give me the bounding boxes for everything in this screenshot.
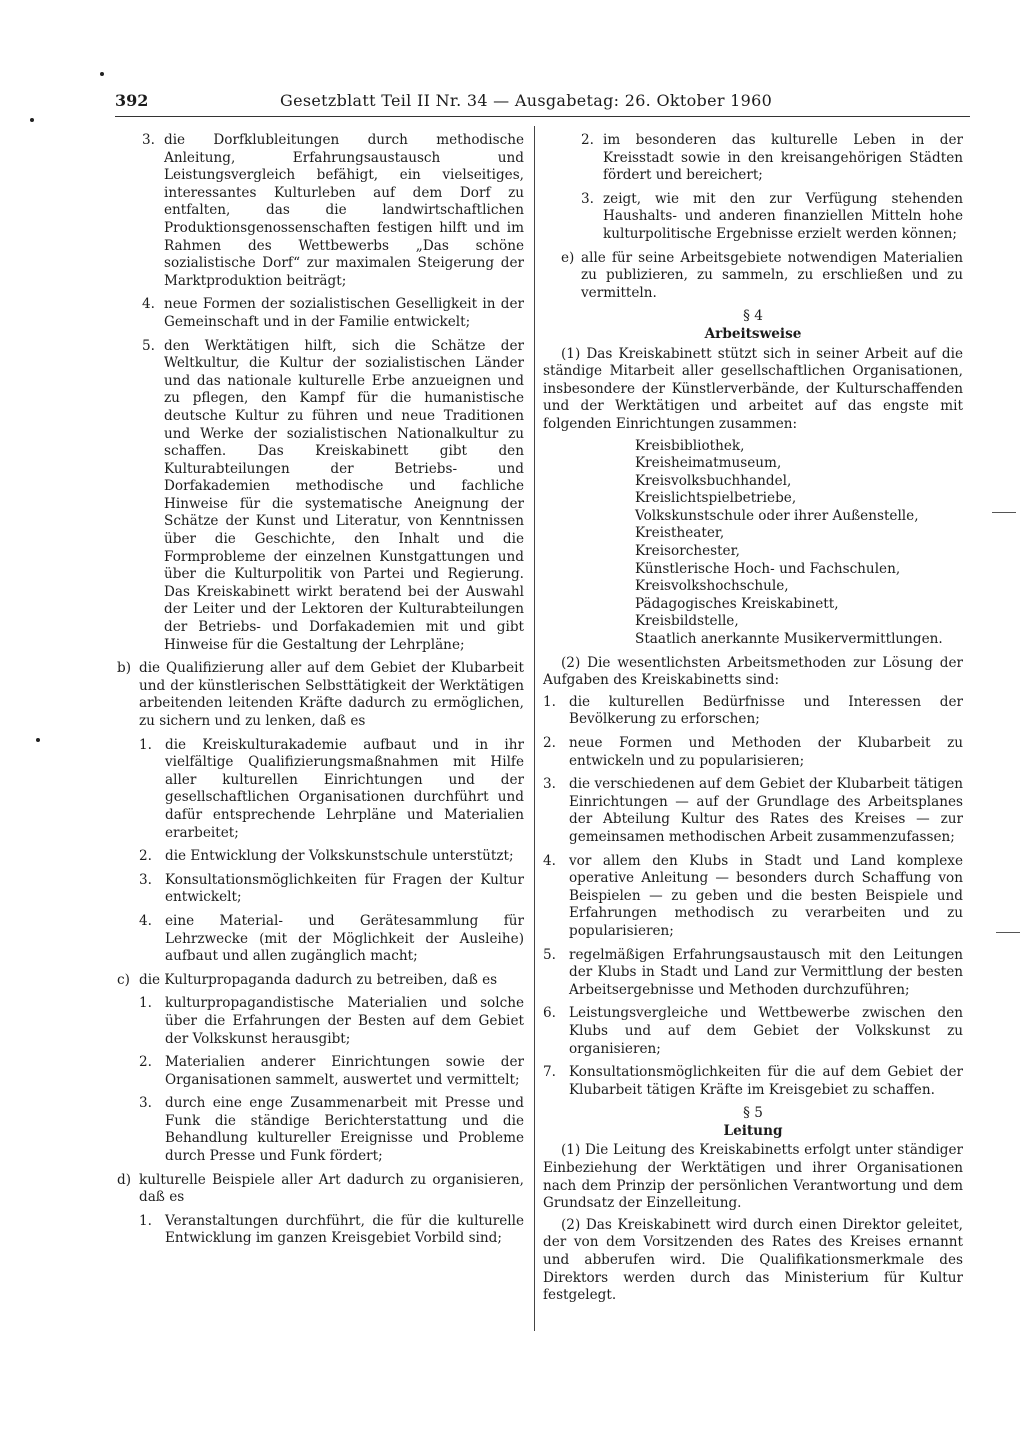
list-item: 3. Konsultationsmöglichkeiten für Fragen der Kultur entwickelt;: [139, 871, 524, 906]
list-item: 2. im besonderen das kulturelle Leben in der Kreisstadt sowie in den kreisangehörigen Städten fördert und bereichert;: [581, 132, 963, 184]
list-item: 3. durch eine enge Zusammenarbeit mit Presse und Funk die ständige Berichterstattung und die Behandlung kultureller Ereignisse und Probleme durch Presse und Funk fördert;: [139, 1095, 524, 1165]
scan-speck: [36, 738, 40, 742]
list-item: 3. zeigt, wie mit den zur Verfügung stehenden Haushalts- und anderen finanziellen Mitteln hohe kulturpolitische Ergebnisse erzielt werden können;: [581, 190, 963, 242]
institution-item: Kreisvolkshochschule,: [635, 578, 789, 595]
list-item: 5. regelmäßigen Erfahrungsaustausch mit den Leitungen der Klubs in Stadt und Land zur Vermittlung der besten Arbeitsergebnisse und Methoden durchzuführen;: [543, 946, 963, 998]
list-item: 2. Materialien anderer Einrichtungen sowie der Organisationen sammelt, auswertet und vermittelt;: [139, 1054, 524, 1088]
paragraph: (2) Die wesentlichsten Arbeitsmethoden zur Lösung der Aufgaben des Kreiskabinetts sind:: [543, 654, 963, 689]
institution-list: [635, 438, 963, 649]
section-number: § 4: [743, 308, 763, 325]
institution-item: Kreistheater,: [635, 525, 725, 542]
list-item: 1. die Kreiskulturakademie aufbaut und in ihr vielfältige Qualifizierungsmaßnahmen mit Hilfe aller kulturellen Einrichtungen und der gesellschaftlichen Organisationen durchführt und dafür entsprechende Lehrpläne und Materialien erarbeitet;: [139, 736, 524, 841]
list-item: 4. neue Formen der sozialistischen Geselligkeit in der Gemeinschaft und in der Familie entwickelt;: [142, 296, 524, 330]
list-item: 3. die Dorfklubleitungen durch methodische Anleitung, Erfahrungsaustausch und Leistungsvergleich befähigt, ein vielseitiges, interessantes Kulturleben auf dem Dorf zu entfalten, das die landwirtschaftlichen Produktionsgenossenschaften festigen hilft und im Rahmen des Wettbewerbs „Das schöne sozialistische Dorf“ zur maximalen Steigerung der Marktproduktion beiträgt;: [142, 132, 524, 289]
paragraph: (2) Das Kreiskabinett wird durch einen Direktor geleitet, der von dem Vorsitzenden des Rates des Kreises ernannt und abberufen wird. Die Qualifikationsmerkmale des Direktors werden durch das Ministerium für Kultur festgelegt.: [543, 1216, 963, 1304]
clause-e: e) alle für seine Arbeitsgebiete notwendigen Materialien zu publizieren, zu sammeln, zu erschließen und zu vermitteln.: [561, 249, 963, 301]
list-item: 4. vor allem den Klubs in Stadt und Land komplexe operative Anleitung — besonders durch Schaffung von Beispielen — zu geben und die besten Beispiele und Erfahrungen methodisch zu verarbeiten und zu popularisieren;: [543, 852, 963, 939]
institution-item: Staatlich anerkannte Musikervermittlungen.: [635, 631, 943, 648]
section-title: Arbeitsweise: [704, 325, 802, 342]
scan-speck: [100, 72, 104, 76]
institution-item: Kreislichtspielbetriebe,: [635, 490, 797, 507]
gazette-title: Gesetzblatt Teil II Nr. 34 — Ausgabetag: 26. Oktober 1960: [280, 91, 773, 110]
institution-item: Kreisbildstelle,: [635, 613, 739, 630]
page-number: 392: [115, 91, 149, 110]
paragraph: (1) Das Kreiskabinett stützt sich in seiner Arbeit auf die ständige Mitarbeit aller gesellschaftlichen Organisationen, insbesondere der Künstlerverbände, der Kulturschaffenden und der Werktätigen und arbeitet auf das engste mit folgenden Einrichtungen zusammen:: [543, 345, 963, 432]
list-item: 1. die kulturellen Bedürfnisse und Interessen der Bevölkerung zu erforschen;: [543, 693, 963, 728]
scan-mark: [992, 512, 1016, 513]
scan-speck: [30, 118, 34, 122]
institution-item: Kreisheimatmuseum,: [635, 455, 782, 472]
clause-d: d) kulturelle Beispiele aller Art dadurch zu organisieren, daß es: [117, 1171, 524, 1206]
header-rule: [115, 116, 970, 117]
paragraph: (1) Die Leitung des Kreiskabinetts erfolgt unter ständiger Einbeziehung der Werktätigen und ihrer Organisationen nach dem Prinzip der persönlichen Verantwortung und dem Grundsatz der Einzelleitung.: [543, 1142, 963, 1212]
institution-item: Kreisorchester,: [635, 543, 740, 560]
list-item: 1. kulturpropagandistische Materialien und solche über die Erfahrungen der Besten auf dem Gebiet der Volkskunst herausgibt;: [139, 995, 524, 1047]
institution-item: Pädagogisches Kreiskabinett,: [635, 595, 839, 612]
list-item: 2. die Entwicklung der Volkskunstschule unterstützt;: [139, 848, 514, 865]
clause-c: c) die Kulturpropaganda dadurch zu betreiben, daß es: [117, 971, 498, 988]
list-item: 6. Leistungsvergleiche und Wettbewerbe zwischen den Klubs und auf dem Gebiet der Volkskunst zu organisieren;: [543, 1005, 963, 1057]
list-item: 7. Konsultationsmöglichkeiten für die auf dem Gebiet der Klubarbeit tätigen Kräfte im Kreisgebiet zu schaffen.: [543, 1064, 963, 1098]
section-number: § 5: [743, 1105, 763, 1122]
list-item: 1. Veranstaltungen durchführt, die für die kulturelle Entwicklung im ganzen Kreisgebiet Vorbild sind;: [139, 1212, 524, 1247]
institution-item: Künstlerische Hoch- und Fachschulen,: [635, 560, 901, 577]
institution-item: Kreisvolksbuchhandel,: [635, 472, 792, 489]
clause-b: b) die Qualifizierung aller auf dem Gebiet der Klubarbeit und der künstlerischen Selbsttätigkeit der Werktätigen arbeitenden leitenden Kräfte dadurch zu ermöglichen, zu sichern und zu lenken, daß es: [117, 660, 524, 729]
scan-mark: [996, 932, 1020, 933]
column-divider: [534, 126, 535, 1331]
list-item: 3. die verschiedenen auf dem Gebiet der Klubarbeit tätigen Einrichtungen — auf der Grundlage des Arbeitsplanes der Abteilung Kultur des Rates des Kreises — zur gemeinsamen methodischen Arbeit zusammenzufassen;: [543, 776, 963, 845]
list-item: 4. eine Material- und Gerätesammlung für Lehrzwecke (mit der Möglichkeit der Ausleihe) aufbaut und allen zugänglich macht;: [139, 912, 524, 965]
institution-item: Kreisbibliothek,: [635, 437, 745, 454]
list-item: 5. den Werktätigen hilft, sich die Schätze der Weltkultur, die Kultur der sozialistischen Länder und das nationale kulturelle Erbe anzueignen und zu pflegen, den Kampf für die humanistische deutsche Kultur zu führen und neue Traditionen und Werke der sozialistischen Nationalkultur zu schaffen. Das Kreiskabinett gibt den Kulturabteilungen der Betriebs- und Dorfakademien methodische und fachliche Hinweise für die systematische Aneignung der Schätze der Kunst und Literatur, von Kenntnissen über die Geschichte, den Inhalt und die Formprobleme der einzelnen Kunstgattungen und über die Kulturpolitik von Partei und Regierung. Das Kreiskabinett wirkt beratend bei der Auswahl der Leiter und der Lektoren der Kulturabteilungen der Betriebs- und Dorfakademien mit und gibt Hinweise für die Gestaltung der Lehrpläne;: [142, 337, 524, 653]
left-column: [117, 132, 524, 1254]
list-item: 2. neue Formen und Methoden der Klubarbeit zu entwickeln und zu popularisieren;: [543, 735, 963, 769]
institution-item: Volkskunstschule oder ihrer Außenstelle,: [635, 507, 919, 524]
page-header: [115, 90, 970, 112]
section-title: Leitung: [723, 1122, 783, 1139]
right-column: [543, 132, 963, 1309]
